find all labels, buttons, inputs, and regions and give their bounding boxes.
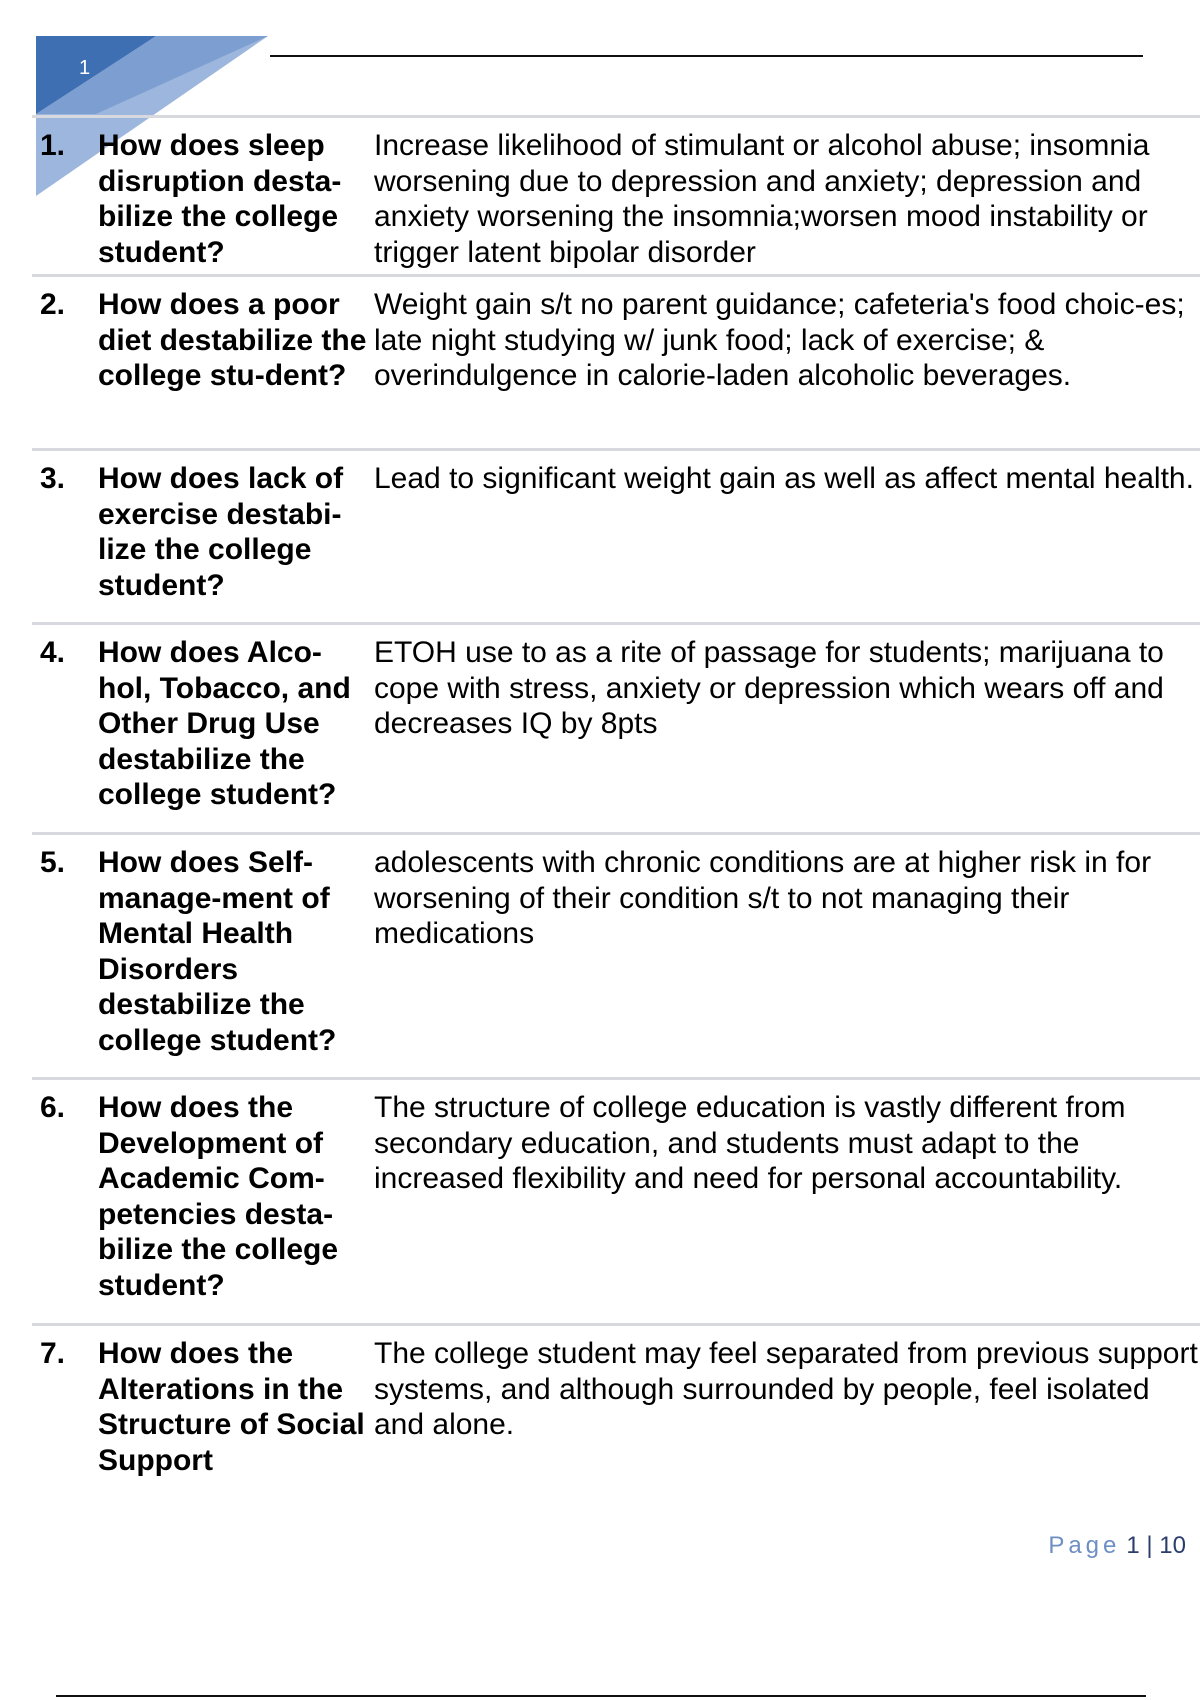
item-number: 6. <box>40 1091 66 1124</box>
item-number: 2. <box>40 288 66 321</box>
item-question: How does Self-manage-ment of Mental Health Disorders destabilize the college student? <box>98 846 337 1057</box>
qa-row <box>32 1077 1200 1323</box>
qa-row <box>32 832 1200 1077</box>
item-answer: ETOH use to as a rite of passage for students; marijuana to cope with stress, anxiety or depression which wears off and decreases IQ by 8pts <box>374 636 1164 740</box>
qa-row <box>32 1323 1200 1493</box>
item-question: How does the Development of Academic Com-petencies desta-bilize the college student? <box>98 1091 339 1302</box>
page-footer <box>1048 1532 1186 1560</box>
item-answer: adolescents with chronic conditions are at higher risk in for worsening of their condition s/t to not managing their medications <box>374 846 1152 950</box>
item-number: 1. <box>40 129 66 162</box>
footer-rule <box>56 1695 1146 1697</box>
qa-row <box>32 448 1200 622</box>
page-label: Page <box>1048 1532 1121 1559</box>
item-question: How does sleep disruption desta-bilize the college student? <box>98 129 342 269</box>
header-page-number: 1 <box>79 57 91 79</box>
item-number: 5. <box>40 846 66 879</box>
item-question: How does lack of exercise destabi-lize the college student? <box>98 462 344 602</box>
item-answer: The college student may feel separated from previous support systems, and although surrounded by people, feel isolated and alone. <box>374 1337 1198 1441</box>
item-number: 4. <box>40 636 66 669</box>
item-question: How does a poor diet destabilize the college stu-dent? <box>98 288 367 392</box>
qa-row <box>32 115 1200 274</box>
item-answer: The structure of college education is vastly different from secondary education, and students must adapt to the increased flexibility and need for personal accountability. <box>374 1091 1126 1195</box>
page-number: 1 | 10 <box>1126 1532 1186 1559</box>
item-answer: Lead to significant weight gain as well as affect mental health. <box>374 462 1194 495</box>
item-answer: Increase likelihood of stimulant or alcohol abuse; insomnia worsening due to depression and anxiety; depression and anxiety worsening the insomnia;worsen mood instability or trigger latent bipolar disorder <box>374 129 1150 269</box>
item-number: 3. <box>40 462 66 495</box>
item-number: 7. <box>40 1337 66 1370</box>
item-answer: Weight gain s/t no parent guidance; cafeteria's food choic-es; late night studying w/ junk food; lack of exercise; & overindulgence in calorie-laden alcoholic beverages. <box>374 288 1185 392</box>
qa-row <box>32 622 1200 832</box>
qa-row <box>32 274 1200 448</box>
item-question: How does the Alterations in the Structure of Social Support <box>98 1337 365 1477</box>
header-rule <box>270 55 1143 57</box>
item-question: How does Alco-hol, Tobacco, and Other Drug Use destabilize the college student? <box>98 636 351 811</box>
qa-list <box>32 115 1200 1493</box>
